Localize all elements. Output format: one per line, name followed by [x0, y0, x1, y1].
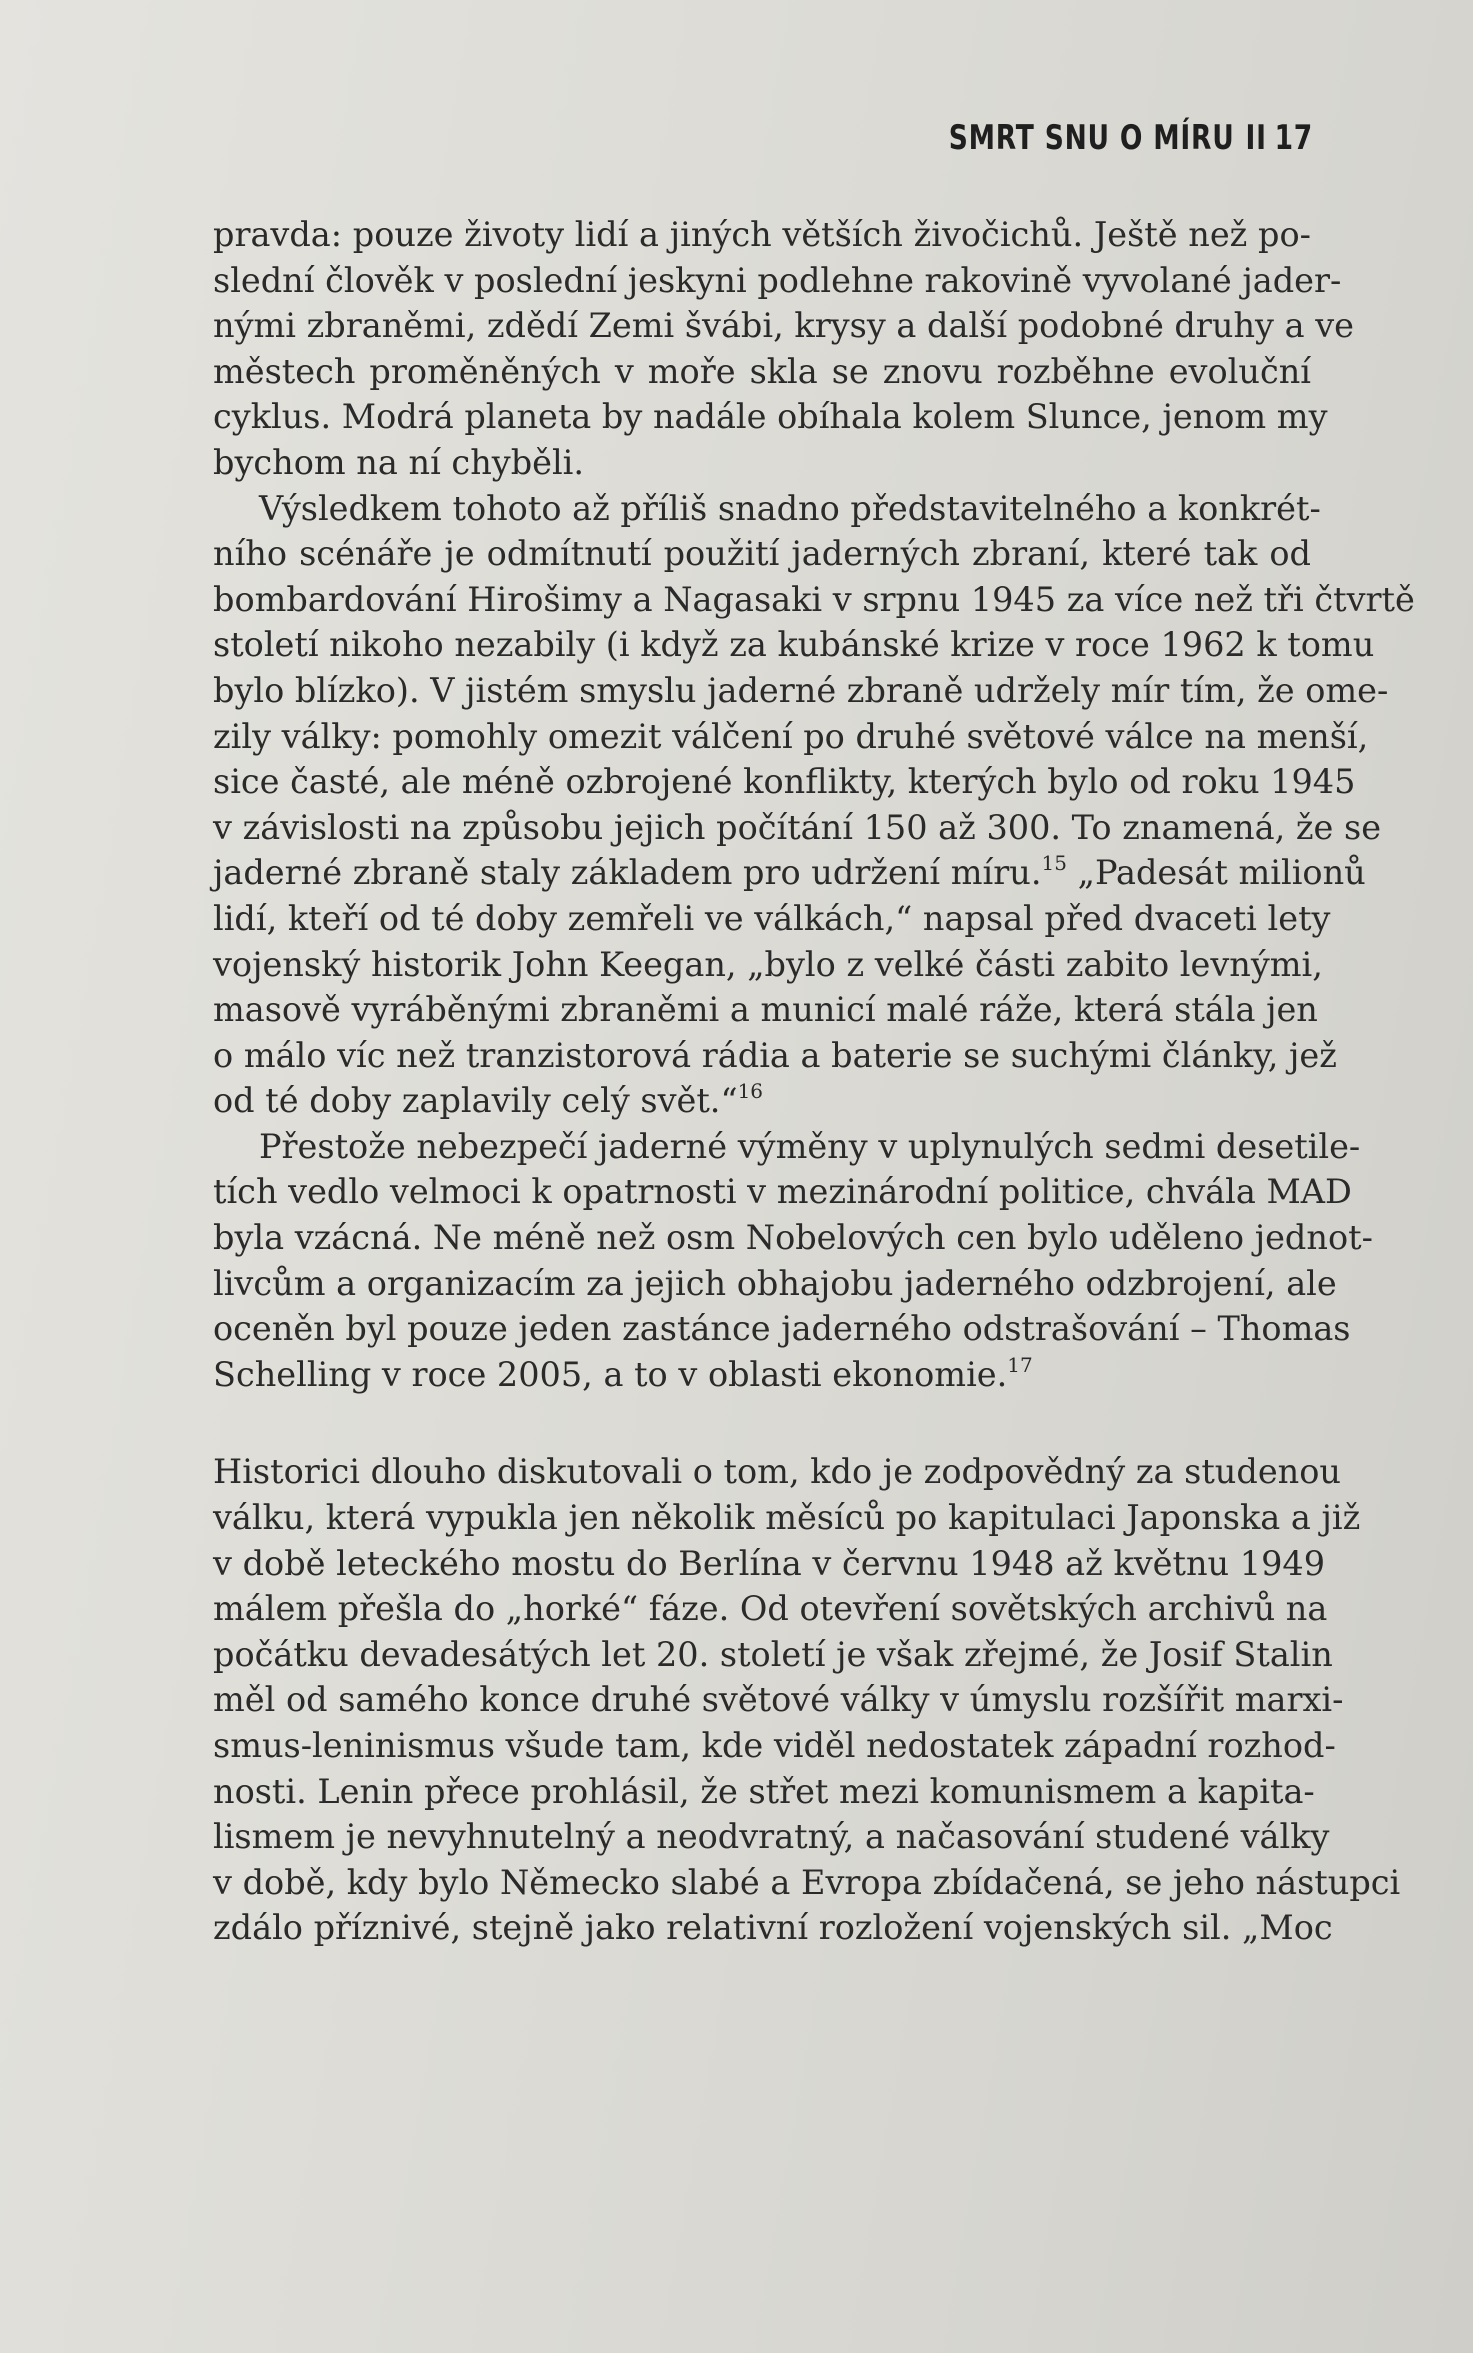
paragraph-2 — [213, 486, 1415, 1124]
page-number: 17 — [1274, 118, 1313, 158]
text-line: tích vedlo velmoci k opatrnosti v mezinárodní politice, chvála MAD — [213, 1172, 1352, 1212]
text-line: válku, která vypukla jen několik měsíců po kapitulaci Japonska a již — [213, 1498, 1361, 1538]
text-line: byla vzácná. Ne méně než osm Nobelových cen bylo uděleno jednot- — [213, 1218, 1373, 1258]
text-line: pravda: pouze životy lidí a jiných větších živočichů. Ještě než po- — [213, 215, 1311, 254]
text-line: bychom na ní chyběli. — [213, 442, 585, 482]
text-line: zdálo příznivé, stejně jako relativní rozložení vojenských sil. „Moc — [213, 1908, 1333, 1948]
text-segment: od té doby zaplavily celý svět.“ — [213, 1081, 738, 1121]
text-line: zily války: pomohly omezit válčení po druhé světové válce na menší, — [213, 716, 1369, 756]
text-line: cyklus. Modrá planeta by nadále obíhala kolem Slunce, jenom my — [213, 397, 1328, 437]
footnote-ref-16: 16 — [737, 1079, 764, 1104]
text-line: sice časté, ale méně ozbrojené konflikty, kterých bylo od roku 1945 — [213, 762, 1356, 802]
text-line-with-footnote — [213, 1352, 1311, 1398]
header-separator: II — [1245, 118, 1267, 158]
text-line: Výsledkem tohoto až příliš snadno představitelného a konkrét- — [259, 488, 1321, 528]
section-break — [213, 1397, 1311, 1449]
text-line: bylo blízko). V jistém smyslu jaderné zbraně udržely mír tím, že ome- — [213, 670, 1389, 710]
text-line: oceněn byl pouze jeden zastánce jaderného odstrašování – Thomas — [213, 1309, 1351, 1349]
text-line: v době leteckého mostu do Berlína v červnu 1948 až květnu 1949 — [213, 1543, 1326, 1583]
text-line: vojenský historik John Keegan, „bylo z velké části zabito levnými, — [213, 944, 1323, 984]
text-line: nými zbraněmi, zdědí Zemi švábi, krysy a další podobné druhy a ve — [213, 306, 1354, 346]
paragraph-4 — [213, 1449, 1401, 1951]
text-line-with-footnote — [213, 850, 1366, 896]
text-line: v době, kdy bylo Německo slabé a Evropa zbídačená, se jeho nástupci — [213, 1862, 1401, 1902]
text-line: o málo víc než tranzistorová rádia a baterie se suchými články, jež — [213, 1035, 1337, 1075]
footnote-ref-15: 15 — [1041, 851, 1067, 876]
text-line: století nikoho nezabily (i když za kubánské krize v roce 1962 k tomu — [213, 625, 1375, 665]
paragraph-3 — [213, 1124, 1373, 1398]
text-line: lidí, kteří od té doby zemřeli ve válkách,“ napsal před dvaceti lety — [213, 898, 1331, 938]
text-line: nosti. Lenin přece prohlásil, že střet mezi komunismem a kapita- — [213, 1771, 1315, 1811]
footnote-ref-17: 17 — [1007, 1352, 1033, 1377]
paragraph-1 — [213, 212, 1354, 486]
text-line: měl od samého konce druhé světové války v úmyslu rozšířit marxi- — [213, 1680, 1344, 1720]
text-line: smus-leninismus všude tam, kde viděl nedostatek západní rozhod- — [213, 1726, 1336, 1765]
text-segment: jaderné zbraně staly základem pro udržení míru. — [213, 853, 1042, 893]
text-line: bombardování Hirošimy a Nagasaki v srpnu 1945 za více než tři čtvrtě — [213, 579, 1415, 619]
running-header — [949, 118, 1313, 158]
text-line-with-footnote — [213, 1078, 1311, 1124]
chapter-title: SMRT SNU O MÍRU — [948, 118, 1235, 158]
text-segment: Schelling v roce 2005, a to v oblasti ekonomie. — [213, 1354, 1008, 1394]
text-segment: „Padesát milionů — [1066, 853, 1366, 893]
text-line: lismem je nevyhnutelný a neodvratný, a načasování studené války — [213, 1817, 1330, 1857]
text-line: městech proměněných v moře skla se znovu rozběhne evoluční — [213, 351, 1311, 391]
text-line: livcům a organizacím za jejich obhajobu jaderného odzbrojení, ale — [213, 1263, 1337, 1303]
text-line: málem přešla do „horké“ fáze. Od otevření sovětských archivů na — [213, 1589, 1328, 1629]
text-line: počátku devadesátých let 20. století je však zřejmé, že Josif Stalin — [213, 1634, 1333, 1674]
text-line: ního scénáře je odmítnutí použití jaderných zbraní, které tak od — [213, 534, 1311, 574]
text-line: v závislosti na způsobu jejich počítání 150 až 300. To znamená, že se — [213, 807, 1382, 847]
text-line: slední člověk v poslední jeskyni podlehne rakovině vyvolané jader- — [213, 260, 1342, 300]
text-line: Historici dlouho diskutovali o tom, kdo je zodpovědný za studenou — [213, 1452, 1341, 1492]
body-text — [213, 212, 1415, 1951]
text-line: Přestože nebezpečí jaderné výměny v uplynulých sedmi desetile- — [259, 1126, 1361, 1166]
text-line: masově vyráběnými zbraněmi a municí malé ráže, která stála jen — [213, 990, 1318, 1030]
